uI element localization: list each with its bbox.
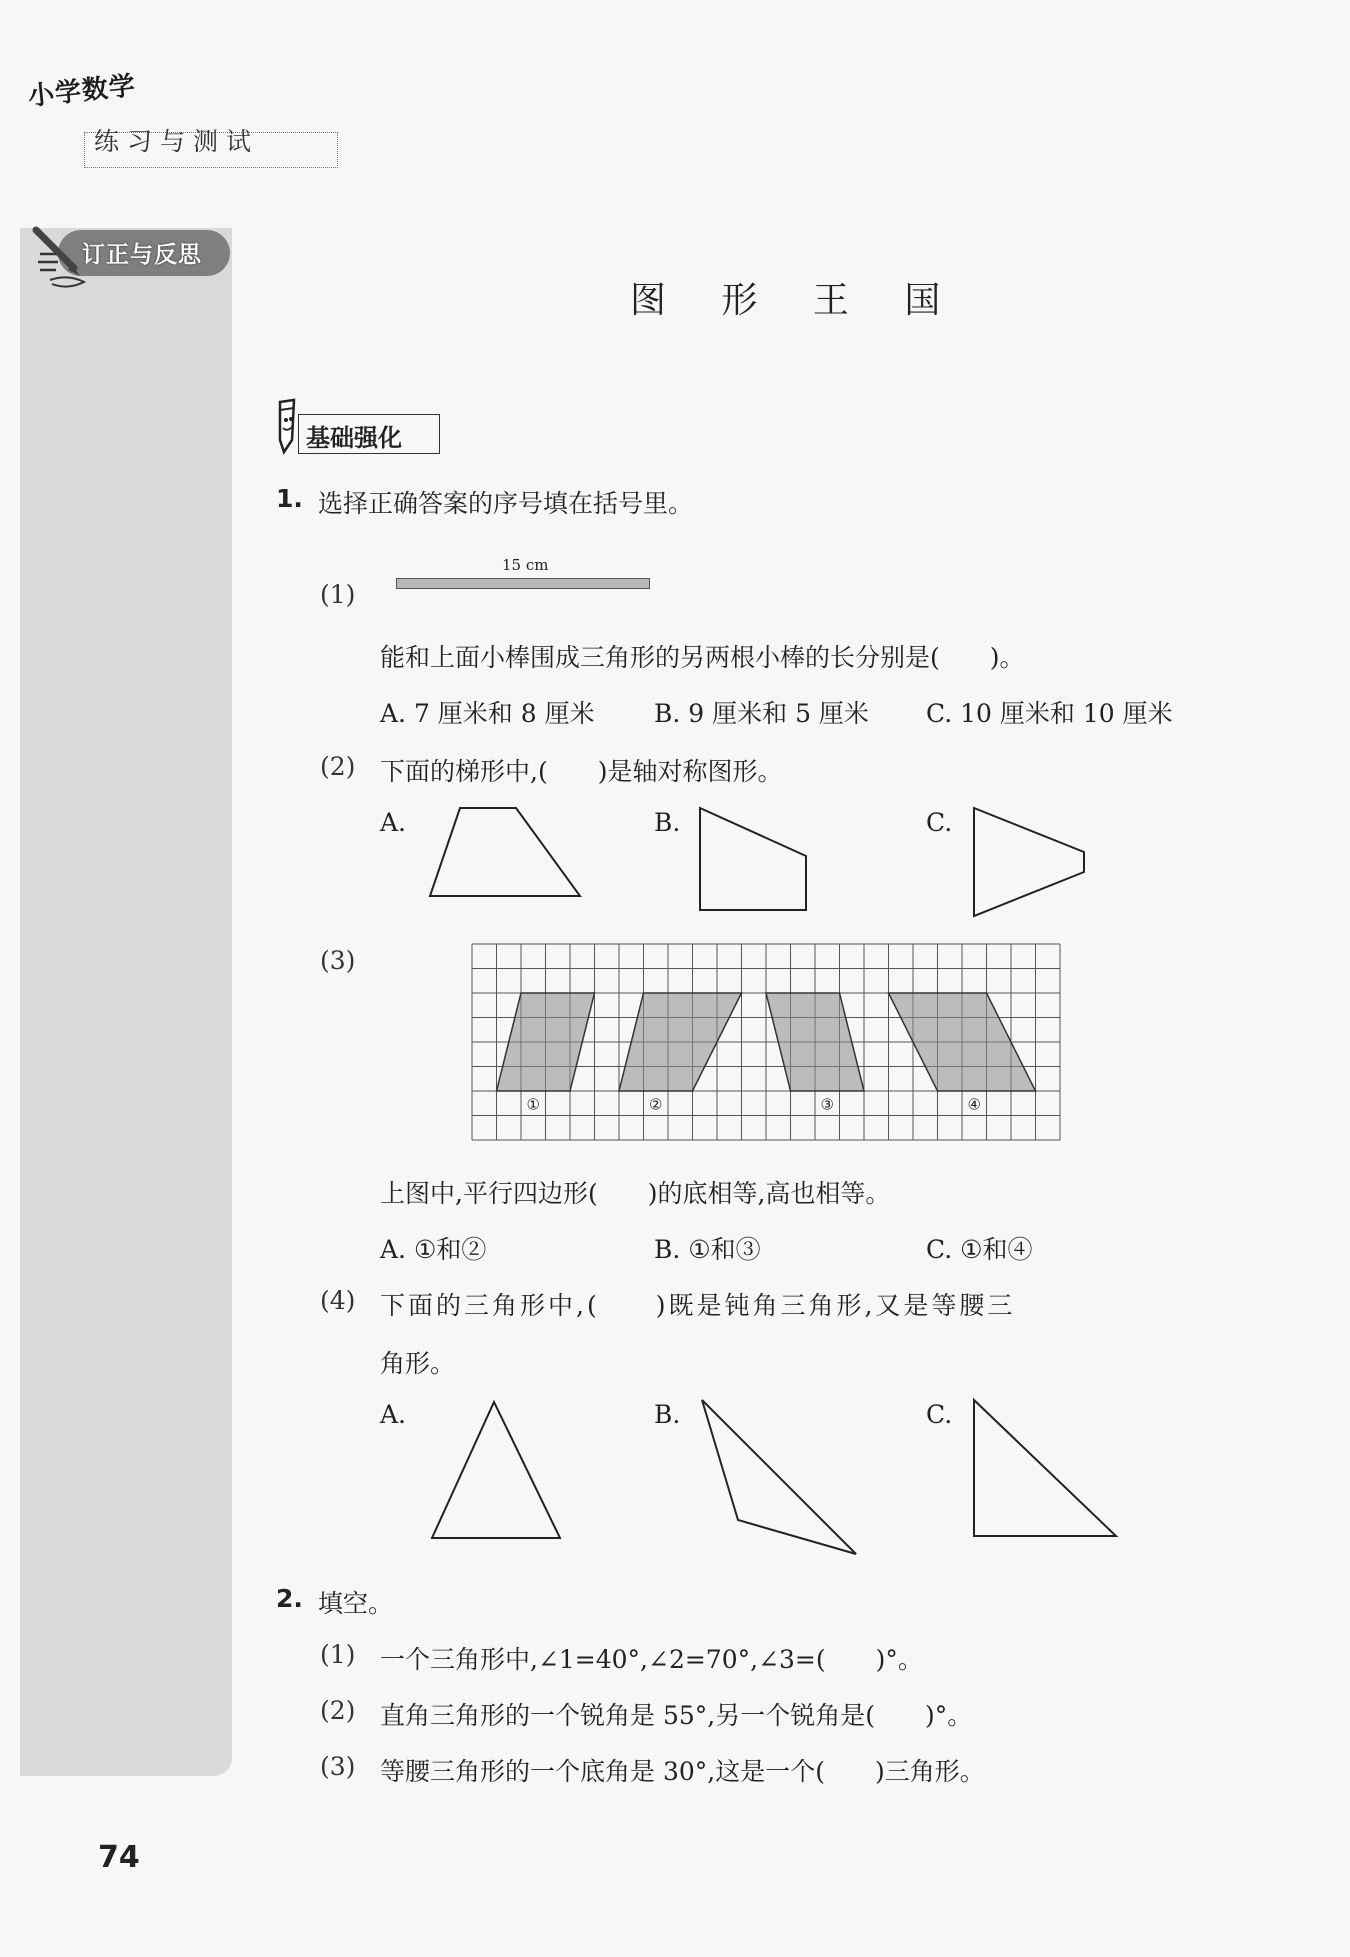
parallelogram-label-3: ③ bbox=[820, 1095, 834, 1114]
q1-part4-option-b: B. bbox=[654, 1400, 681, 1429]
q2-item2-text: 直角三角形的一个锐角是 55°,另一个锐角是( )°。 bbox=[380, 1701, 973, 1730]
q1-part4-label: (4) bbox=[320, 1286, 356, 1315]
q1-part1-option-c: C. 10 厘米和 10 厘米 bbox=[926, 699, 1173, 728]
question-2-prompt: 填空。 bbox=[318, 1589, 394, 1618]
section-heading: 基础强化 bbox=[306, 424, 402, 452]
q1-part3-text: 上图中,平行四边形( )的底相等,高也相等。 bbox=[380, 1179, 891, 1208]
triangle-c bbox=[974, 1400, 1116, 1536]
q1-part1-option-a: A. 7 厘米和 8 厘米 bbox=[380, 699, 595, 728]
q1-part4-text-line1: 下面的三角形中,( )既是钝角三角形,又是等腰三 bbox=[380, 1291, 1016, 1320]
question-2-number: 2. bbox=[276, 1584, 303, 1613]
q1-part4-option-a: A. bbox=[380, 1400, 407, 1429]
q1-part3-label: (3) bbox=[320, 946, 356, 975]
q1-part2-label: (2) bbox=[320, 752, 356, 781]
q2-item1-text: 一个三角形中,∠1=40°,∠2=70°,∠3=( )°。 bbox=[380, 1645, 923, 1674]
q2-item3-label: (3) bbox=[320, 1752, 356, 1781]
q1-part3-option-a: A. ①和② bbox=[380, 1235, 487, 1264]
book-title: 小学数学 bbox=[26, 70, 138, 113]
q1-part3-option-b: B. ①和③ bbox=[654, 1235, 761, 1264]
stick-length-label: 15 cm bbox=[502, 556, 549, 574]
q1-part1-text: 能和上面小棒围成三角形的另两根小棒的长分别是( )。 bbox=[380, 643, 1025, 672]
parallelogram-label-1: ① bbox=[526, 1095, 540, 1114]
q2-item1-label: (1) bbox=[320, 1640, 356, 1669]
question-1-prompt: 选择正确答案的序号填在括号里。 bbox=[318, 489, 694, 518]
sidebar-label: 订正与反思 bbox=[82, 242, 202, 268]
q1-part4-text-line2: 角形。 bbox=[380, 1349, 456, 1378]
q1-part2-option-a: A. bbox=[380, 808, 407, 837]
q1-part1-option-b: B. 9 厘米和 5 厘米 bbox=[654, 699, 869, 728]
triangle-a bbox=[432, 1402, 560, 1538]
q2-item2-label: (2) bbox=[320, 1696, 356, 1725]
q1-part2-option-b: B. bbox=[654, 808, 681, 837]
triangle-b bbox=[702, 1400, 856, 1554]
parallelogram-label-4: ④ bbox=[967, 1095, 981, 1114]
q2-item3-text: 等腰三角形的一个底角是 30°,这是一个( )三角形。 bbox=[380, 1757, 985, 1786]
parallelogram-label-2: ② bbox=[649, 1095, 663, 1114]
q1-part2-text: 下面的梯形中,( )是轴对称图形。 bbox=[380, 757, 783, 786]
q1-part3-option-c: C. ①和④ bbox=[926, 1235, 1033, 1264]
q1-part1-label: (1) bbox=[320, 580, 356, 609]
page-title: 图 形 王 国 bbox=[630, 280, 963, 321]
book-subtitle: 练习与测试 bbox=[94, 127, 260, 156]
question-1-number: 1. bbox=[276, 484, 303, 513]
page-number: 74 bbox=[98, 1840, 140, 1875]
q1-part4-option-c: C. bbox=[926, 1400, 953, 1429]
q1-part2-option-c: C. bbox=[926, 808, 953, 837]
